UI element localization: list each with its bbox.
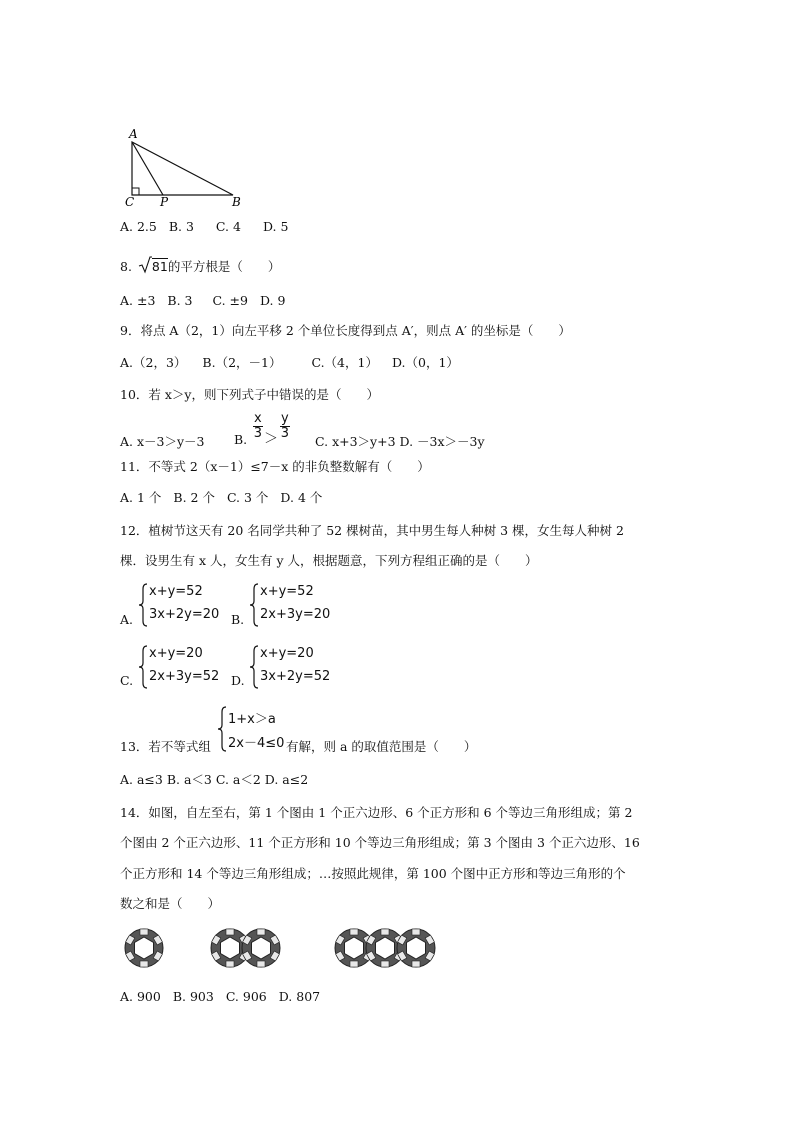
q8-option-a[interactable]: A. ±3 — [120, 293, 156, 308]
q12-b-eq1: x+y=52 — [260, 584, 314, 599]
q9-question: 9．将点 A（2，1）向左平移 2 个单位长度得到点 A′，则点 A′ 的坐标是（ ） — [120, 323, 571, 338]
q12-option-c-system[interactable] — [138, 645, 228, 689]
q11-options — [120, 488, 322, 506]
q7-option-d[interactable]: D. 5 — [262, 219, 289, 234]
q10-frac-x-num: x — [254, 411, 262, 426]
brace-icon — [249, 645, 259, 689]
q11-option-a[interactable]: A. 1 个 — [120, 490, 162, 505]
q9-option-b[interactable]: B.（2，－1） — [202, 355, 282, 370]
q12-c-eq2: 2x+3y=52 — [149, 669, 220, 684]
brace-icon — [217, 706, 227, 752]
q13-prefix: 13．若不等式组 — [120, 739, 211, 754]
label-a: A — [129, 127, 138, 141]
sqrt-symbol-icon — [138, 256, 152, 274]
q14-option-b[interactable]: B. 903 — [172, 989, 214, 1004]
q8-options — [120, 293, 285, 308]
label-c: C — [125, 195, 135, 207]
q13-options[interactable]: A. a≤3 B. a＜3 C. a＜2 D. a≤2 — [120, 772, 309, 787]
q9-option-c[interactable]: C.（4，1） — [311, 355, 378, 370]
label-p: P — [160, 195, 169, 207]
q10-option-b-label[interactable]: B. — [234, 432, 248, 447]
q7-option-a[interactable]: A. 2.5 — [120, 219, 157, 234]
q12-b-eq2: 2x+3y=20 — [260, 607, 331, 622]
q7-options — [120, 219, 288, 234]
q12-option-d-system[interactable] — [249, 645, 339, 689]
q12-question-line2: 棵．设男生有 x 人，女生有 y 人，根据题意，下列方程组正确的是（ ） — [120, 553, 538, 568]
q14-question-line1: 14．如图，自左至右，第 1 个图由 1 个正六边形、6 个正方形和 6 个等边三角形组成；第 2 — [120, 805, 633, 820]
q14-option-c[interactable]: C. 906 — [225, 989, 267, 1004]
q8-question — [120, 256, 280, 275]
brace-icon — [249, 583, 259, 627]
q12-a-eq2: 3x+2y=20 — [149, 607, 220, 622]
q10-option-a[interactable]: A. x－3＞y－3 — [120, 434, 205, 449]
q11-option-c[interactable]: C. 3 个 — [226, 490, 269, 505]
q12-c-eq1: x+y=20 — [149, 646, 203, 661]
q12-option-a-label[interactable]: A. — [120, 612, 134, 627]
q12-option-d-label[interactable]: D. — [231, 673, 245, 688]
q12-d-eq2: 3x+2y=52 — [260, 669, 331, 684]
q10-fraction-y — [280, 412, 290, 441]
q14-question-line2: 个图由 2 个正六边形、11 个正方形和 10 个等边三角形组成；第 3 个图由 3 个正六边形、16 — [120, 835, 640, 850]
q9-option-a[interactable]: A.（2，3） — [120, 355, 187, 370]
q14-options — [120, 989, 320, 1004]
q8-option-b[interactable]: B. 3 — [167, 293, 193, 308]
q8-number: 8. — [120, 259, 132, 274]
q12-option-a-system[interactable] — [138, 583, 228, 627]
q13-eq2: 2x－4≤0 — [228, 736, 285, 751]
q10-frac-x-den: 3 — [253, 426, 262, 441]
q10-gt-sign: ＞ — [264, 431, 278, 447]
q11-option-b[interactable]: B. 2 个 — [173, 490, 215, 505]
q12-d-eq1: x+y=20 — [260, 646, 314, 661]
q9-options — [120, 353, 459, 371]
q8-text: 的平方根是（ ） — [167, 259, 281, 274]
q12-option-b-label[interactable]: B. — [231, 612, 245, 627]
q13-suffix: 有解，则 a 的取值范围是（ ） — [286, 739, 477, 754]
q11-option-d[interactable]: D. 4 个 — [280, 490, 323, 505]
q7-option-b[interactable]: B. 3 — [168, 219, 194, 234]
q13-eq1: 1+x＞a — [228, 712, 276, 727]
q10-option-cd[interactable]: C. x+3＞y+3 D. －3x＞－3y — [315, 434, 485, 449]
pattern-figure-2 — [206, 924, 286, 972]
q14-option-d[interactable]: D. 807 — [278, 989, 321, 1004]
q14-question-line3: 个正方形和 14 个等边三角形组成；…按照此规律，第 100 个图中正方形和等边三角形的个 — [120, 866, 626, 881]
q13-system — [217, 706, 297, 752]
q10-frac-y-den: 3 — [280, 426, 289, 441]
q14-option-a[interactable]: A. 900 — [120, 989, 161, 1004]
pattern-figure-1 — [120, 924, 168, 972]
q7-option-c[interactable]: C. 4 — [215, 219, 241, 234]
q12-question-line1: 12．植树节这天有 20 名同学共种了 52 棵树苗，其中男生每人种树 3 棵，女生每人种树 2 — [120, 523, 624, 538]
q8-option-d[interactable]: D. 9 — [259, 293, 286, 308]
q10-question: 10．若 x＞y，则下列式子中错误的是（ ） — [120, 387, 379, 402]
q9-option-d[interactable]: D.（0，1） — [391, 355, 459, 370]
q8-radicand: 81 — [151, 259, 168, 274]
q12-a-eq1: x+y=52 — [149, 584, 203, 599]
q8-option-c[interactable]: C. ±9 — [212, 293, 248, 308]
q10-fraction-x — [253, 412, 263, 441]
brace-icon — [138, 583, 148, 627]
q12-option-b-system[interactable] — [249, 583, 339, 627]
q10-frac-y-num: y — [281, 411, 289, 426]
q12-option-c-label[interactable]: C. — [120, 673, 134, 688]
triangle-figure — [120, 125, 250, 207]
pattern-figure-3 — [330, 924, 440, 972]
brace-icon — [138, 645, 148, 689]
q11-question: 11．不等式 2（x－1）≤7－x 的非负整数解有（ ） — [120, 459, 430, 474]
q14-question-line4: 数之和是（ ） — [120, 896, 221, 911]
label-b: B — [232, 195, 241, 207]
